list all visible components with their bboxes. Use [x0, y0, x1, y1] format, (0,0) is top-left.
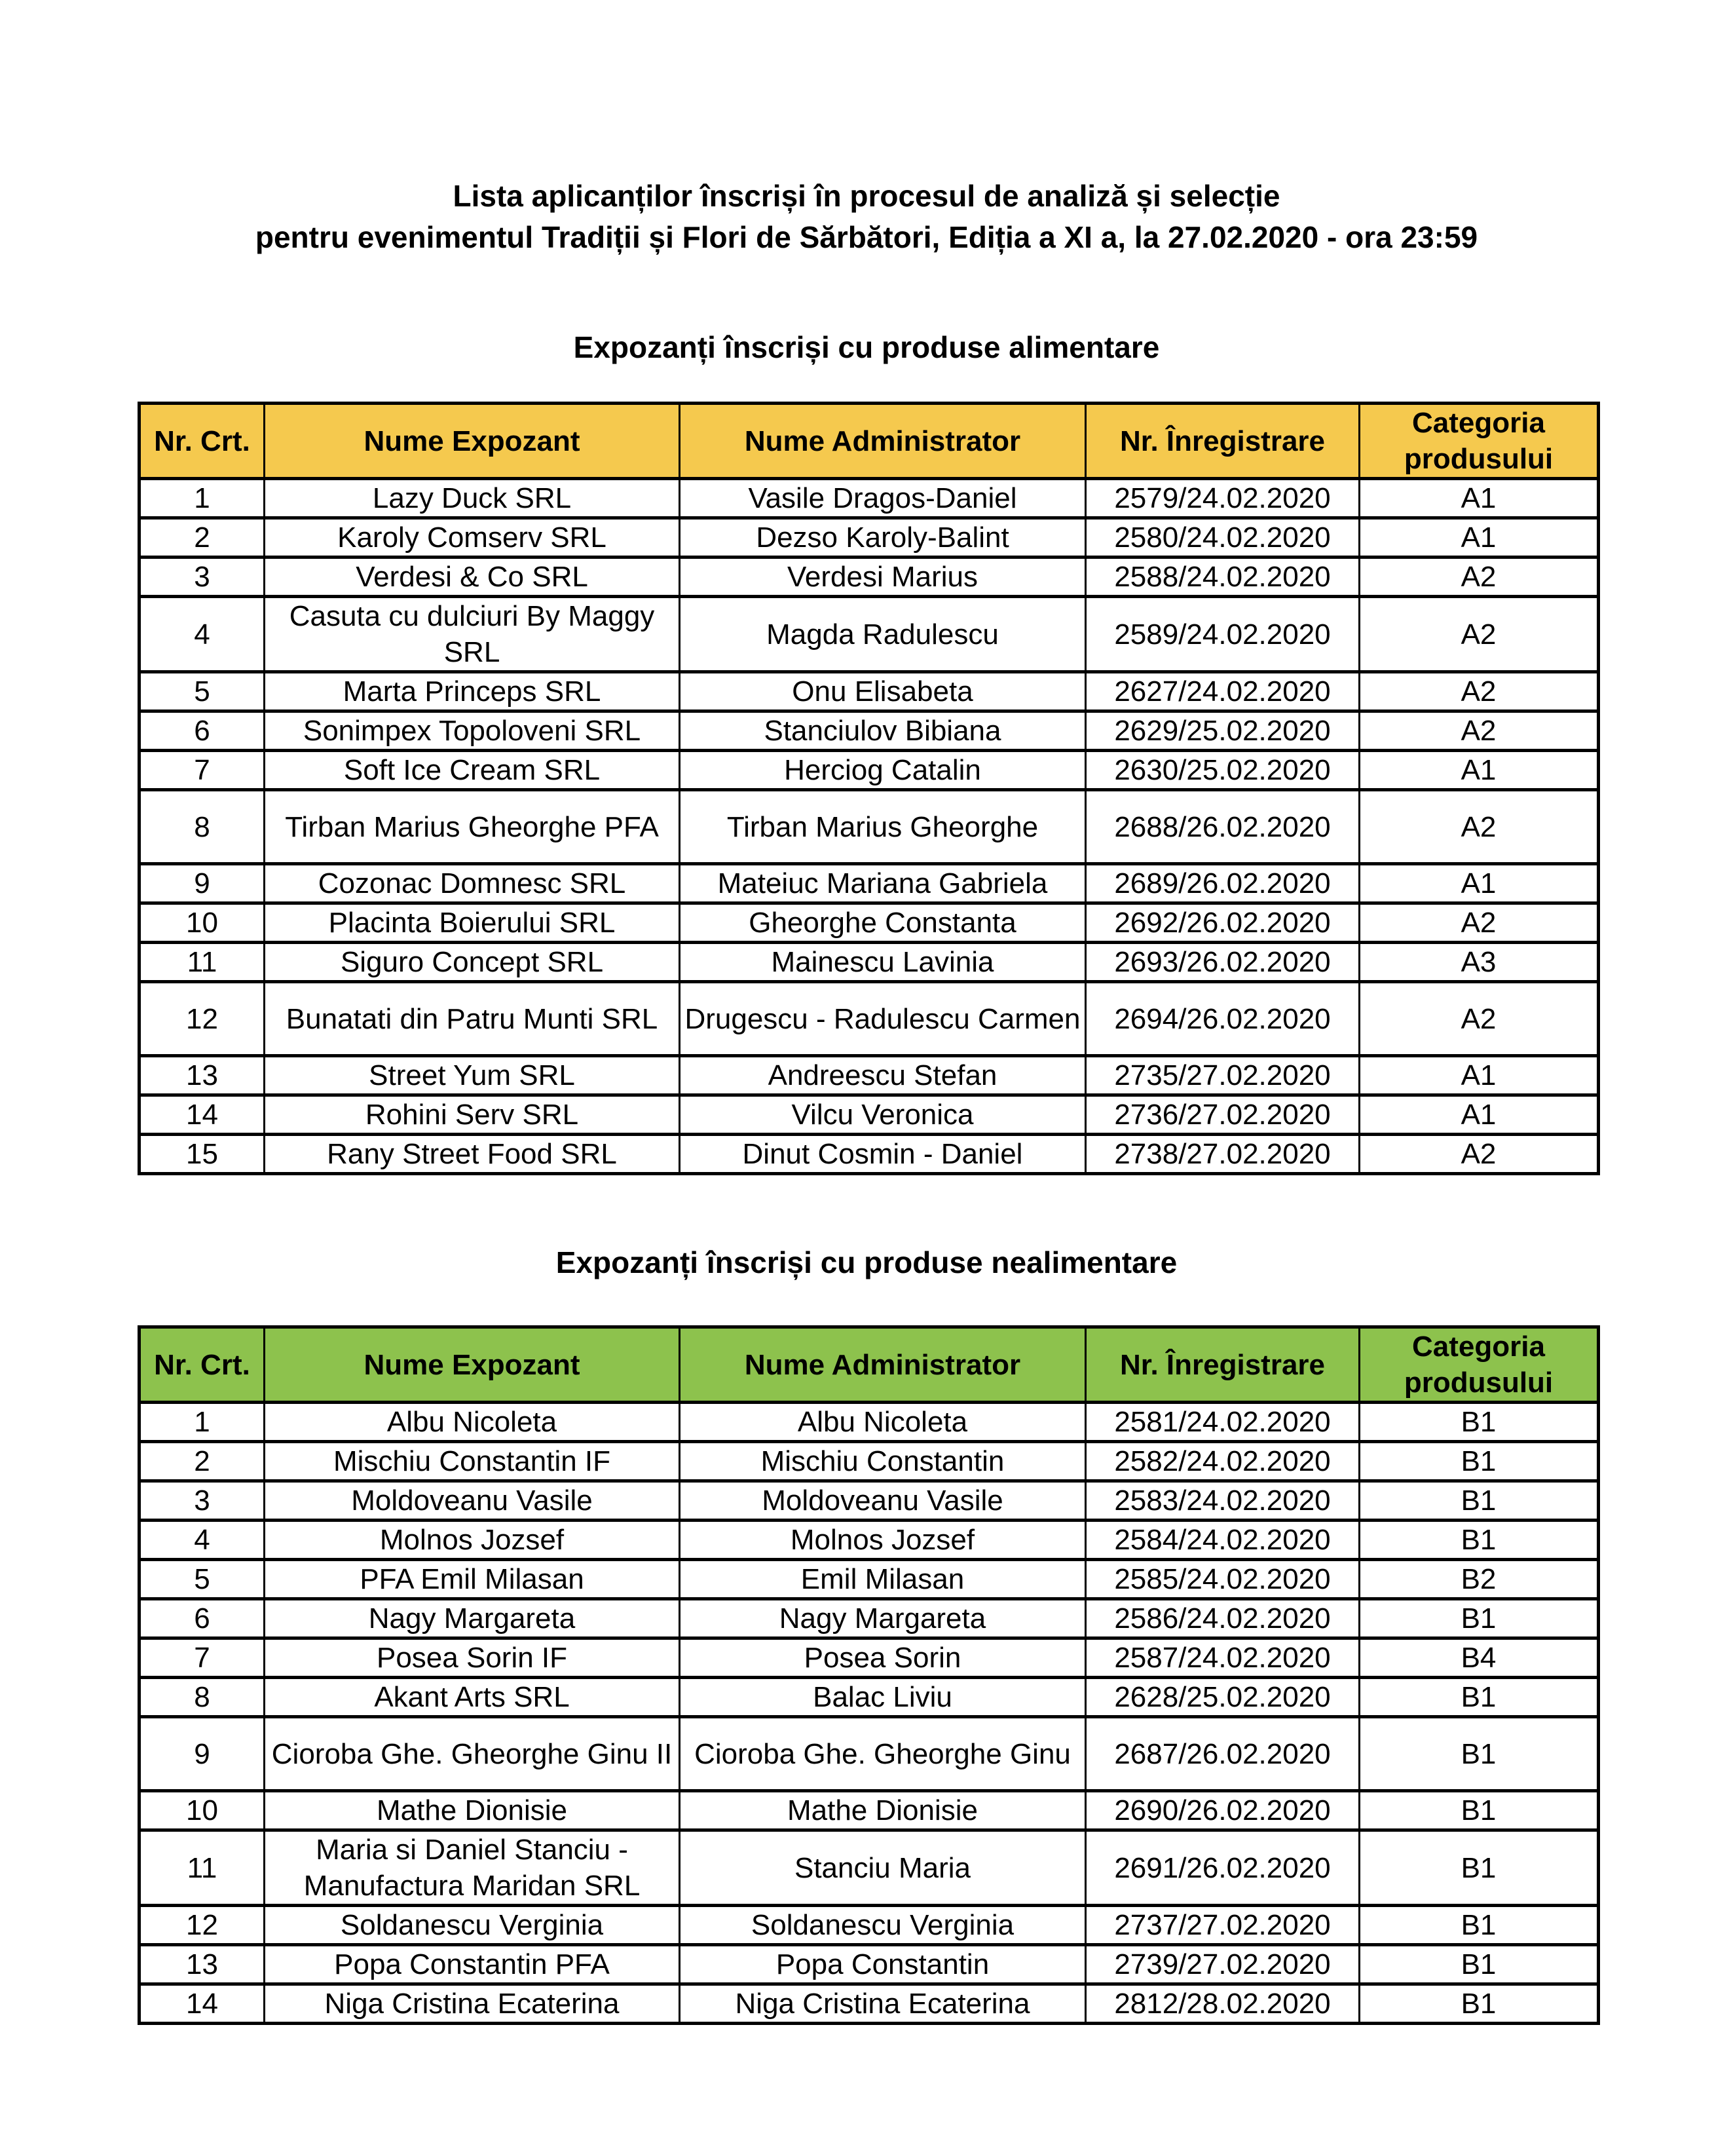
cell-categoria: B1: [1360, 1599, 1599, 1638]
cell-expozant: Mathe Dionisie: [265, 1791, 680, 1830]
column-header-inregistrare: Nr. Înregistrare: [1086, 1327, 1360, 1403]
cell-inregistrare: 2630/25.02.2020: [1086, 751, 1360, 790]
cell-expozant: Molnos Jozsef: [265, 1521, 680, 1560]
cell-expozant: Siguro Concept SRL: [265, 943, 680, 982]
cell-inregistrare: 2579/24.02.2020: [1086, 479, 1360, 518]
cell-categoria: A1: [1360, 751, 1599, 790]
cell-categoria: B1: [1360, 1906, 1599, 1945]
cell-inregistrare: 2629/25.02.2020: [1086, 711, 1360, 751]
cell-inregistrare: 2736/27.02.2020: [1086, 1095, 1360, 1135]
cell-expozant: PFA Emil Milasan: [265, 1560, 680, 1599]
cell-administrator: Magda Radulescu: [680, 597, 1086, 672]
cell-administrator: Andreescu Stefan: [680, 1056, 1086, 1095]
cell-expozant: Nagy Margareta: [265, 1599, 680, 1638]
cell-inregistrare: 2587/24.02.2020: [1086, 1638, 1360, 1678]
cell-nr: 11: [140, 1830, 265, 1906]
cell-categoria: A2: [1360, 672, 1599, 711]
cell-categoria: B2: [1360, 1560, 1599, 1599]
cell-expozant: Albu Nicoleta: [265, 1403, 680, 1442]
table-row: [140, 1056, 1599, 1095]
cell-categoria: A2: [1360, 903, 1599, 943]
cell-expozant: Popa Constantin PFA: [265, 1945, 680, 1984]
cell-inregistrare: 2580/24.02.2020: [1086, 518, 1360, 558]
cell-nr: 9: [140, 864, 265, 903]
table-row: [140, 1095, 1599, 1135]
cell-inregistrare: 2581/24.02.2020: [1086, 1403, 1360, 1442]
table-row: [140, 672, 1599, 711]
cell-categoria: A2: [1360, 790, 1599, 864]
column-header-categoria: Categoria produsului: [1360, 1327, 1599, 1403]
cell-expozant: Akant Arts SRL: [265, 1678, 680, 1717]
cell-nr: 3: [140, 1481, 265, 1521]
cell-inregistrare: 2588/24.02.2020: [1086, 558, 1360, 597]
cell-categoria: B1: [1360, 1678, 1599, 1717]
cell-categoria: A1: [1360, 1056, 1599, 1095]
cell-categoria: A1: [1360, 1095, 1599, 1135]
cell-administrator: Stanciulov Bibiana: [680, 711, 1086, 751]
cell-nr: 12: [140, 982, 265, 1056]
cell-administrator: Drugescu - Radulescu Carmen: [680, 982, 1086, 1056]
cell-inregistrare: 2689/26.02.2020: [1086, 864, 1360, 903]
cell-expozant: Mischiu Constantin IF: [265, 1442, 680, 1481]
cell-expozant: Bunatati din Patru Munti SRL: [265, 982, 680, 1056]
column-header-expozant: Nume Expozant: [265, 1327, 680, 1403]
table-row: [140, 1403, 1599, 1442]
cell-categoria: A2: [1360, 982, 1599, 1056]
cell-inregistrare: 2582/24.02.2020: [1086, 1442, 1360, 1481]
cell-inregistrare: 2589/24.02.2020: [1086, 597, 1360, 672]
cell-expozant: Karoly Comserv SRL: [265, 518, 680, 558]
table-row: [140, 1481, 1599, 1521]
cell-administrator: Nagy Margareta: [680, 1599, 1086, 1638]
cell-categoria: A1: [1360, 518, 1599, 558]
cell-administrator: Posea Sorin: [680, 1638, 1086, 1678]
table-row: [140, 1717, 1599, 1791]
cell-nr: 5: [140, 672, 265, 711]
cell-administrator: Emil Milasan: [680, 1560, 1086, 1599]
column-header-expozant: Nume Expozant: [265, 404, 680, 479]
cell-inregistrare: 2738/27.02.2020: [1086, 1135, 1360, 1174]
cell-nr: 6: [140, 711, 265, 751]
cell-administrator: Soldanescu Verginia: [680, 1906, 1086, 1945]
table-row: [140, 1945, 1599, 1984]
cell-nr: 3: [140, 558, 265, 597]
cell-inregistrare: 2583/24.02.2020: [1086, 1481, 1360, 1521]
cell-expozant: Verdesi & Co SRL: [265, 558, 680, 597]
cell-categoria: A2: [1360, 1135, 1599, 1174]
cell-expozant: Lazy Duck SRL: [265, 479, 680, 518]
cell-nr: 4: [140, 597, 265, 672]
cell-administrator: Mainescu Lavinia: [680, 943, 1086, 982]
cell-categoria: B1: [1360, 1481, 1599, 1521]
cell-inregistrare: 2627/24.02.2020: [1086, 672, 1360, 711]
cell-nr: 8: [140, 1678, 265, 1717]
table-row: [140, 943, 1599, 982]
table-row: [140, 1906, 1599, 1945]
table-row: [140, 1830, 1599, 1906]
cell-expozant: Niga Cristina Ecaterina: [265, 1984, 680, 2024]
cell-inregistrare: 2687/26.02.2020: [1086, 1717, 1360, 1791]
cell-administrator: Popa Constantin: [680, 1945, 1086, 1984]
cell-administrator: Verdesi Marius: [680, 558, 1086, 597]
table-row: [140, 903, 1599, 943]
cell-nr: 14: [140, 1095, 265, 1135]
column-header-administrator: Nume Administrator: [680, 1327, 1086, 1403]
document-title-line2: pentru evenimentul Tradiții și Flori de Sărbători, Ediția a XI a, la 27.02.2020 - ora 23:59: [255, 220, 1478, 254]
table-row: [140, 1791, 1599, 1830]
cell-expozant: Moldoveanu Vasile: [265, 1481, 680, 1521]
column-header-nr: Nr. Crt.: [140, 404, 265, 479]
cell-categoria: B1: [1360, 1403, 1599, 1442]
cell-categoria: B1: [1360, 1521, 1599, 1560]
column-header-administrator: Nume Administrator: [680, 404, 1086, 479]
cell-categoria: A2: [1360, 558, 1599, 597]
table-row: [140, 479, 1599, 518]
cell-inregistrare: 2737/27.02.2020: [1086, 1906, 1360, 1945]
cell-expozant: Tirban Marius Gheorghe PFA: [265, 790, 680, 864]
table-row: [140, 518, 1599, 558]
table-row: [140, 711, 1599, 751]
cell-expozant: Soft Ice Cream SRL: [265, 751, 680, 790]
cell-inregistrare: 2739/27.02.2020: [1086, 1945, 1360, 1984]
nonfood-section-heading: Expozanți înscriși cu produse nealimentare: [555, 1245, 1178, 1279]
cell-nr: 11: [140, 943, 265, 982]
cell-inregistrare: 2693/26.02.2020: [1086, 943, 1360, 982]
cell-administrator: Balac Liviu: [680, 1678, 1086, 1717]
cell-categoria: A1: [1360, 864, 1599, 903]
cell-categoria: B1: [1360, 1830, 1599, 1906]
table-header-row: [140, 1327, 1599, 1403]
cell-categoria: B1: [1360, 1442, 1599, 1481]
cell-inregistrare: 2692/26.02.2020: [1086, 903, 1360, 943]
nonfood-exhibitors-table: [138, 1325, 1600, 2025]
table-row: [140, 1678, 1599, 1717]
cell-nr: 8: [140, 790, 265, 864]
cell-nr: 9: [140, 1717, 265, 1791]
cell-categoria: A2: [1360, 597, 1599, 672]
table-header-row: [140, 404, 1599, 479]
cell-nr: 7: [140, 1638, 265, 1678]
cell-categoria: B1: [1360, 1945, 1599, 1984]
cell-expozant: Street Yum SRL: [265, 1056, 680, 1095]
table-row: [140, 1599, 1599, 1638]
cell-inregistrare: 2691/26.02.2020: [1086, 1830, 1360, 1906]
cell-administrator: Dinut Cosmin - Daniel: [680, 1135, 1086, 1174]
cell-expozant: Marta Princeps SRL: [265, 672, 680, 711]
cell-expozant: Casuta cu dulciuri By Maggy SRL: [265, 597, 680, 672]
cell-nr: 10: [140, 903, 265, 943]
cell-administrator: Tirban Marius Gheorghe: [680, 790, 1086, 864]
cell-nr: 6: [140, 1599, 265, 1638]
cell-categoria: B1: [1360, 1717, 1599, 1791]
cell-expozant: Posea Sorin IF: [265, 1638, 680, 1678]
table-row: [140, 1560, 1599, 1599]
cell-nr: 10: [140, 1791, 265, 1830]
cell-expozant: Rany Street Food SRL: [265, 1135, 680, 1174]
table-row: [140, 790, 1599, 864]
column-header-nr: Nr. Crt.: [140, 1327, 265, 1403]
cell-inregistrare: 2735/27.02.2020: [1086, 1056, 1360, 1095]
cell-administrator: Vilcu Veronica: [680, 1095, 1086, 1135]
cell-administrator: Gheorghe Constanta: [680, 903, 1086, 943]
cell-expozant: Soldanescu Verginia: [265, 1906, 680, 1945]
cell-administrator: Onu Elisabeta: [680, 672, 1086, 711]
cell-inregistrare: 2628/25.02.2020: [1086, 1678, 1360, 1717]
cell-inregistrare: 2585/24.02.2020: [1086, 1560, 1360, 1599]
table-row: [140, 1984, 1599, 2024]
column-header-categoria: Categoria produsului: [1360, 404, 1599, 479]
cell-nr: 5: [140, 1560, 265, 1599]
column-header-inregistrare: Nr. Înregistrare: [1086, 404, 1360, 479]
cell-nr: 15: [140, 1135, 265, 1174]
cell-nr: 14: [140, 1984, 265, 2024]
cell-nr: 2: [140, 1442, 265, 1481]
cell-expozant: Cioroba Ghe. Gheorghe Ginu II: [265, 1717, 680, 1791]
cell-inregistrare: 2586/24.02.2020: [1086, 1599, 1360, 1638]
food-section-heading: Expozanți înscriși cu produse alimentare: [573, 330, 1160, 364]
cell-inregistrare: 2688/26.02.2020: [1086, 790, 1360, 864]
cell-expozant: Placinta Boierului SRL: [265, 903, 680, 943]
cell-nr: 4: [140, 1521, 265, 1560]
table-row: [140, 751, 1599, 790]
cell-inregistrare: 2812/28.02.2020: [1086, 1984, 1360, 2024]
cell-categoria: B1: [1360, 1791, 1599, 1830]
cell-administrator: Niga Cristina Ecaterina: [680, 1984, 1086, 2024]
cell-administrator: Herciog Catalin: [680, 751, 1086, 790]
cell-categoria: A3: [1360, 943, 1599, 982]
table-row: [140, 597, 1599, 672]
cell-categoria: B4: [1360, 1638, 1599, 1678]
table-row: [140, 1442, 1599, 1481]
cell-inregistrare: 2694/26.02.2020: [1086, 982, 1360, 1056]
cell-nr: 13: [140, 1945, 265, 1984]
cell-administrator: Stanciu Maria: [680, 1830, 1086, 1906]
cell-categoria: B1: [1360, 1984, 1599, 2024]
table-row: [140, 1521, 1599, 1560]
table-row: [140, 982, 1599, 1056]
cell-categoria: A1: [1360, 479, 1599, 518]
cell-nr: 2: [140, 518, 265, 558]
cell-nr: 1: [140, 479, 265, 518]
cell-expozant: Rohini Serv SRL: [265, 1095, 680, 1135]
cell-nr: 13: [140, 1056, 265, 1095]
cell-expozant: Sonimpex Topoloveni SRL: [265, 711, 680, 751]
cell-administrator: Dezso Karoly-Balint: [680, 518, 1086, 558]
cell-administrator: Mathe Dionisie: [680, 1791, 1086, 1830]
cell-administrator: Mischiu Constantin: [680, 1442, 1086, 1481]
cell-administrator: Mateiuc Mariana Gabriela: [680, 864, 1086, 903]
cell-inregistrare: 2584/24.02.2020: [1086, 1521, 1360, 1560]
cell-administrator: Vasile Dragos-Daniel: [680, 479, 1086, 518]
cell-nr: 1: [140, 1403, 265, 1442]
cell-categoria: A2: [1360, 711, 1599, 751]
document-title-line1: Lista aplicanților înscriși în procesul de analiză și selecție: [453, 179, 1280, 213]
table-row: [140, 864, 1599, 903]
table-row: [140, 1135, 1599, 1174]
cell-administrator: Cioroba Ghe. Gheorghe Ginu: [680, 1717, 1086, 1791]
cell-expozant: Cozonac Domnesc SRL: [265, 864, 680, 903]
food-exhibitors-table: [138, 402, 1600, 1175]
cell-expozant: Maria si Daniel Stanciu - Manufactura Maridan SRL: [265, 1830, 680, 1906]
cell-nr: 12: [140, 1906, 265, 1945]
cell-nr: 7: [140, 751, 265, 790]
cell-administrator: Molnos Jozsef: [680, 1521, 1086, 1560]
table-row: [140, 1638, 1599, 1678]
cell-inregistrare: 2690/26.02.2020: [1086, 1791, 1360, 1830]
cell-administrator: Albu Nicoleta: [680, 1403, 1086, 1442]
table-row: [140, 558, 1599, 597]
cell-administrator: Moldoveanu Vasile: [680, 1481, 1086, 1521]
